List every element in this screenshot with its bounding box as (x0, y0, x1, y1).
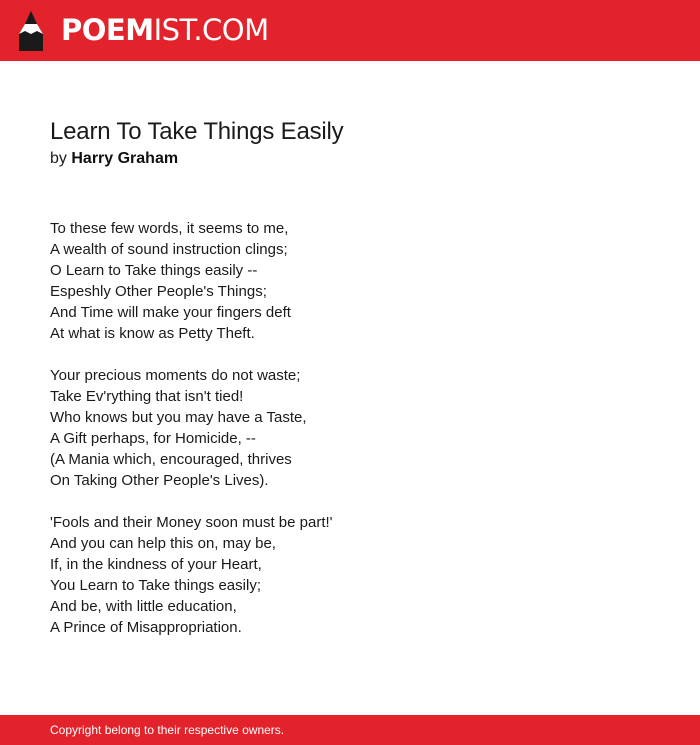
poem-body (50, 218, 650, 638)
stanza-3 (50, 512, 650, 638)
brand-name-light: IST.COM (153, 13, 269, 47)
author-link[interactable]: Harry Graham (71, 150, 179, 167)
stanza-2 (50, 365, 650, 491)
poem-title: Learn To Take Things Easily (50, 118, 344, 145)
poem-line: You Learn to Take things easily; (50, 577, 261, 594)
stanza-1 (50, 218, 650, 344)
byline-prefix: by (50, 150, 67, 167)
poem-line: A Gift perhaps, for Homicide, -- (50, 430, 256, 447)
site-footer (0, 715, 700, 745)
poem-content (50, 116, 650, 638)
poem-line: And Time will make your fingers deft (50, 304, 291, 321)
poem-line: 'Fools and their Money soon must be part!' (50, 514, 333, 531)
poem-line: On Taking Other People's Lives). (50, 472, 269, 489)
site-logo-link[interactable] (0, 0, 269, 61)
poem-line: (A Mania which, encouraged, thrives (50, 451, 292, 468)
poem-line: A wealth of sound instruction clings; (50, 241, 288, 258)
poem-line: And you can help this on, may be, (50, 535, 276, 552)
brand-name-bold: POEM (61, 13, 154, 47)
poem-line: Who knows but you may have a Taste, (50, 409, 307, 426)
poem-line: To these few words, it seems to me, (50, 220, 289, 237)
brand-name (61, 13, 269, 47)
poem-line: Espeshly Other People's Things; (50, 283, 267, 300)
site-header (0, 0, 700, 61)
poem-line: Take Ev'rything that isn't tied! (50, 388, 244, 405)
poem-line: At what is know as Petty Theft. (50, 325, 255, 342)
poem-line: And be, with little education, (50, 598, 237, 615)
copyright-notice: Copyright belong to their respective owners. (50, 723, 285, 737)
poem-line: A Prince of Misappropriation. (50, 619, 242, 636)
poem-line: If, in the kindness of your Heart, (50, 556, 262, 573)
poem-byline (50, 148, 650, 170)
pencil-tip-icon (18, 10, 44, 52)
poem-line: O Learn to Take things easily -- (50, 262, 258, 279)
poem-line: Your precious moments do not waste; (50, 367, 301, 384)
